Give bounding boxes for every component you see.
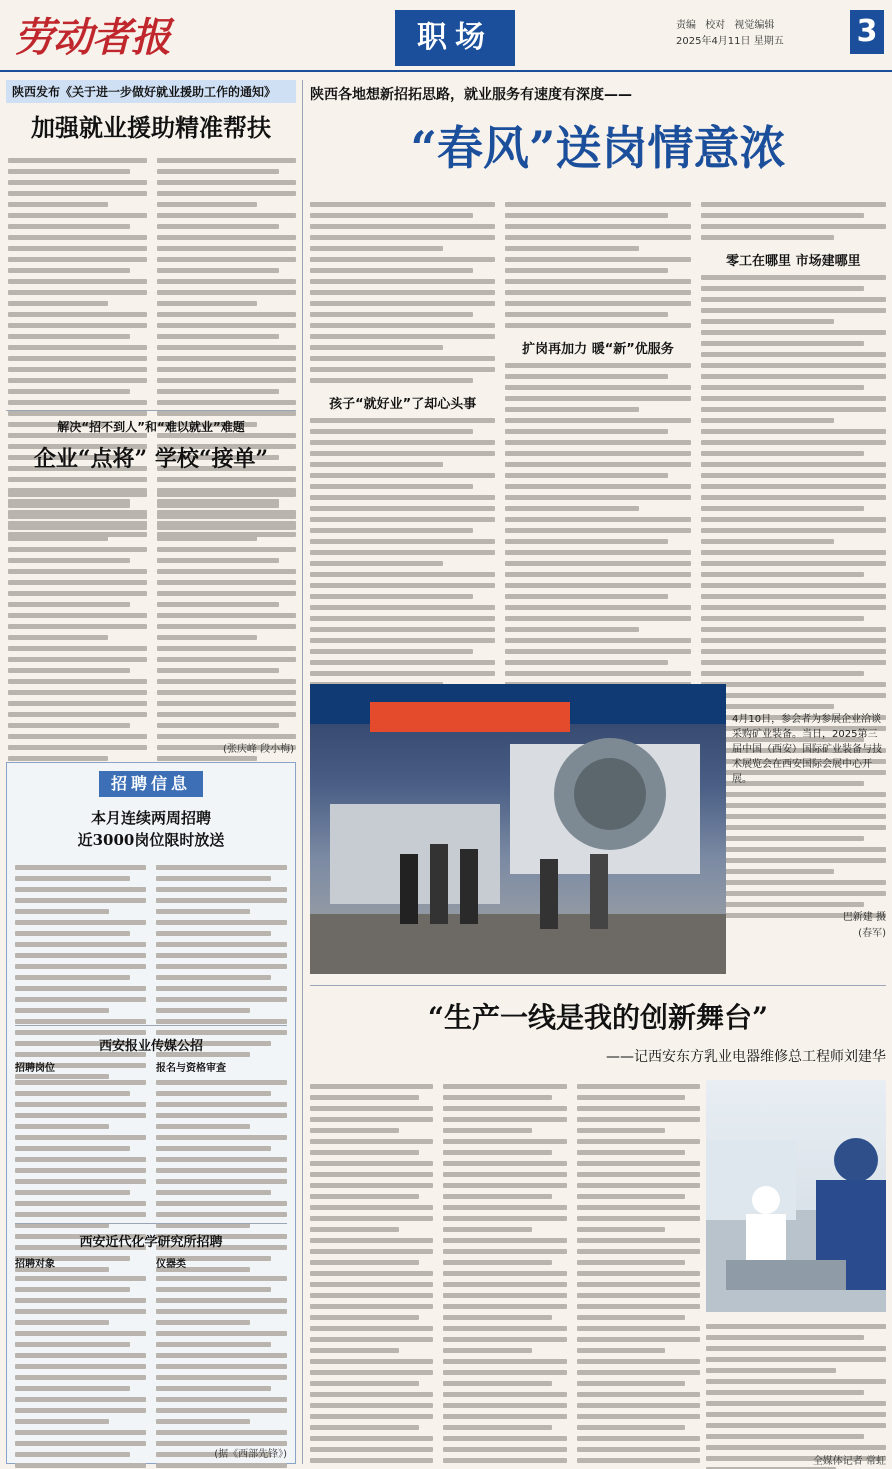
article1-col [157,152,296,402]
recruit-title-line1: 本月连续两周招聘 [90,809,211,827]
recruit-sub2-left [15,1255,146,1445]
masthead [0,0,892,72]
expo-photo [310,684,726,974]
proof-label: 校对 [705,20,726,31]
profile-signature: 全媒体记者 常虹 [812,1456,886,1467]
recruit-sub2-signature: (据《西部先锋》) [214,1449,287,1460]
page-number: 3 [850,10,884,54]
recruit-panel [6,762,296,1464]
recruit-sub2-right [156,1255,287,1445]
profile-col-1 [310,1078,433,1458]
recruit-sub1-body [15,1059,287,1209]
recruit-sub2-left-heading: 招聘对象 [15,1259,55,1270]
feature-signature: (春军) [858,928,886,939]
profile-body [310,1078,700,1458]
article2-kicker: 解决“招不到人”和“难以就业”难题 [57,420,245,434]
recruit-sub2-right-heading: 仪器类 [156,1259,186,1270]
date-line: 2025年4月11日 星期五 [676,36,784,47]
article1-col [8,152,147,402]
recruit-intro-col [156,859,287,1009]
profile-headline: “生产一线是我的创新舞台” [427,1001,769,1034]
recruit-intro-body [15,859,287,1009]
feature-subhead-3: 零工在哪里 市场建哪里 [726,254,861,269]
factory-photo-illustration [706,1080,886,1312]
feature-subhead-1: 孩子“就好业”了却心头事 [329,397,477,412]
recruit-sub2-title: 西安近代化学研究所招聘 [79,1235,223,1250]
article1-headline: 加强就业援助精准帮扶 [31,113,271,142]
feature-headline: “春风”送岗情意浓 [410,121,786,175]
feature-lead: 陕西各地想新招拓思路，就业服务有速度有深度—— [310,87,632,103]
factory-photo [706,1080,886,1312]
newspaper-logo: 劳动者报 [14,14,170,61]
article2-col [157,486,296,736]
article1-kicker: 陕西发布《关于进一步做好就业援助工作的通知》 [6,80,296,103]
expo-credit: 巴新建 摄 [842,912,886,923]
article2-headline: 企业“点将” 学校“接单” [33,446,269,472]
article2-body [8,486,296,736]
recruit-sub1-right-heading: 报名与资格审查 [156,1063,226,1074]
recruit-title-line2: 近3000岗位限时放送 [77,831,225,849]
recruit-intro-col [15,859,146,1009]
profile-col-3 [577,1078,700,1458]
article2-col [8,486,147,736]
expo-photo-illustration [310,684,726,974]
article1-body [8,152,296,402]
visual-editor-label: 视觉编辑 [734,20,775,31]
recruit-sub1-title: 西安报业传媒公招 [98,1039,203,1054]
recruit-sub2-body [15,1255,287,1445]
profile-body-tail [706,1318,886,1464]
feature-subhead-2: 扩岗再加力 暖“新”优服务 [522,342,674,357]
profile-col-4 [706,1318,886,1464]
section-title: 职场 [395,10,515,66]
recruit-sub1-left [15,1059,146,1209]
article2-signature: (张庆峰 段小梅) [223,744,294,755]
editor-label: 责编 [676,20,696,31]
recruit-badge: 招聘信息 [99,771,203,797]
profile-col-2 [443,1078,566,1458]
profile-dek: ——记西安东方乳业电器维修总工程师刘建华 [606,1049,886,1065]
feature-col-2 [505,196,690,676]
edition-meta [676,18,784,50]
feature-col-1 [310,196,495,676]
recruit-sub1-left-heading: 招聘岗位 [15,1063,55,1074]
recruit-sub1-right [156,1059,287,1209]
expo-caption: 4月10日，参会者为参展企业洽谈采购矿业装备。当日，2025第三届中国（西安）国际矿业装备与技术展览会在西安国际会展中心开展。 [732,714,882,785]
